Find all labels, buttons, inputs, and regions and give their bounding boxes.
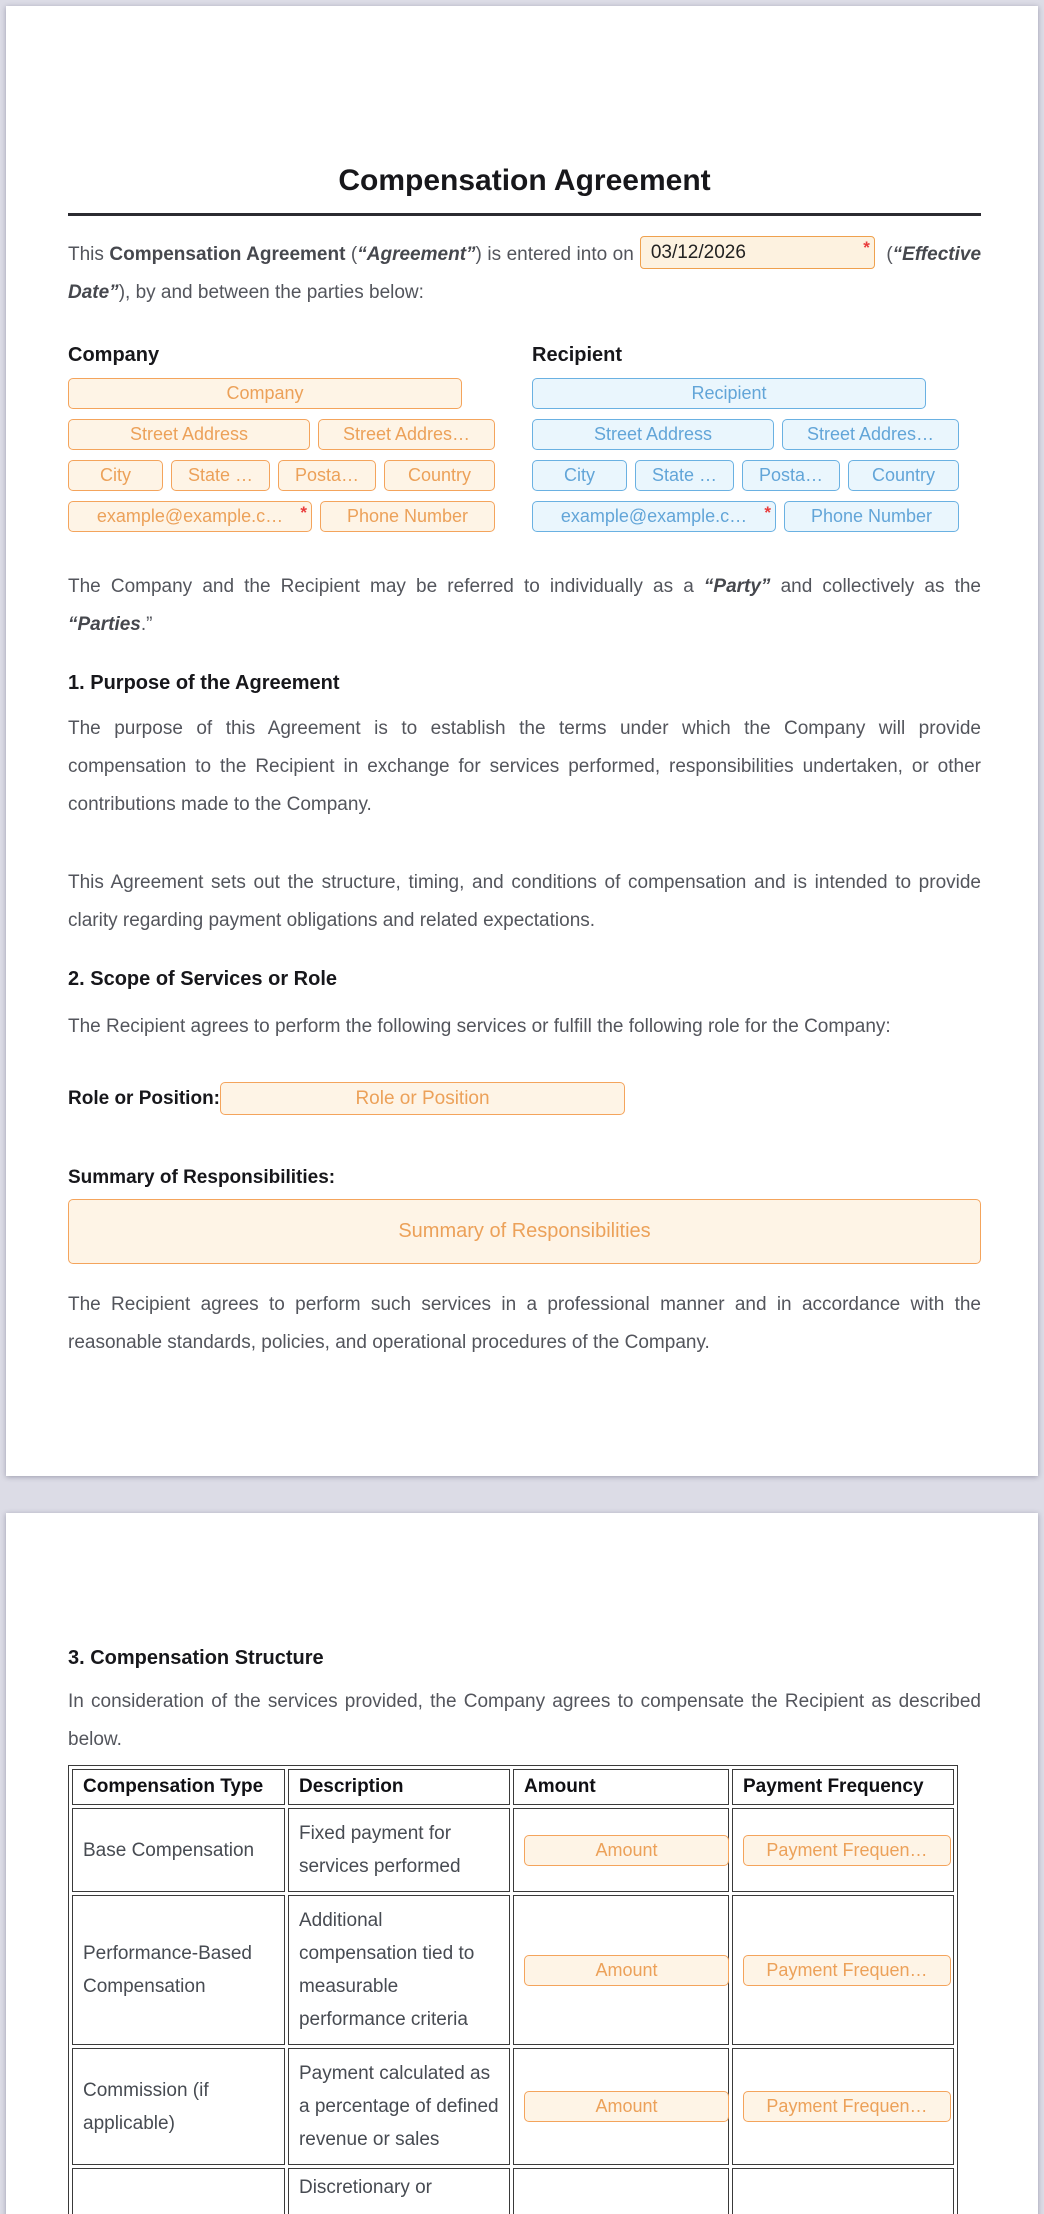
page-1 (6, 6, 1038, 1476)
description-cell: Additional compensation tied to measurable performance criteria (288, 1895, 510, 2045)
summary-placeholder: Summary of Responsibilities (398, 1220, 651, 1242)
col-header-payment-frequency: Payment Frequency (732, 1769, 954, 1805)
recipient-phone-input[interactable] (784, 501, 959, 532)
amount-cell (513, 1895, 729, 2045)
intro-text: ) is entered into on (475, 244, 634, 265)
payment-frequency-cell (732, 2168, 954, 2214)
intro-text: ( (345, 244, 358, 265)
intro-text: ( (880, 244, 893, 265)
company-street-address-input[interactable] (68, 419, 310, 450)
recipient-street-row (532, 419, 959, 450)
recipient-email-input[interactable] (532, 501, 776, 532)
section-3-paragraph-1: In consideration of the services provided, the Company agrees to compensate the Recipient as described below. (68, 1691, 981, 1750)
recipient-label: Recipient (532, 344, 623, 366)
amount-input[interactable] (524, 1955, 729, 1986)
intro-defined-term: “Effective Date” (68, 244, 982, 303)
amount-cell (513, 2168, 729, 2214)
amount-cell (513, 2048, 729, 2165)
party-note-text: .” (140, 614, 153, 635)
recipient-email-field (532, 501, 776, 532)
compensation-type-cell: Commission (if applicable) (72, 2048, 285, 2165)
role-or-position-input[interactable] (220, 1082, 625, 1115)
recipient-contact-row (532, 501, 959, 532)
intro-text: ), by and between the parties below: (118, 282, 424, 303)
required-asterisk: * (300, 503, 307, 522)
amount-input[interactable] (524, 2091, 729, 2122)
intro-text: This (68, 244, 110, 265)
section-2-paragraph-1: The Recipient agrees to perform the following services or fulfill the following role for the Company: (68, 1016, 891, 1037)
summary-of-responsibilities-field[interactable] (68, 1199, 981, 1264)
payment-frequency-input[interactable] (743, 2091, 951, 2122)
document-title: Compensation Agreement (338, 164, 711, 197)
company-email-field (68, 501, 312, 532)
company-city-row (68, 460, 495, 491)
recipient-city-row (532, 460, 959, 491)
table-row-partial (72, 2168, 954, 2214)
required-asterisk: * (764, 503, 771, 522)
section-3-heading: 3. Compensation Structure (68, 1647, 324, 1669)
compensation-type-cell: Base Compensation (72, 1808, 285, 1892)
payment-frequency-input[interactable] (743, 1835, 951, 1866)
company-email-input[interactable] (68, 501, 312, 532)
parties-term: “Parties (68, 614, 141, 635)
party-term: “Party” (703, 576, 771, 597)
company-phone-input[interactable] (320, 501, 495, 532)
company-state-input[interactable] (171, 460, 270, 491)
payment-frequency-cell (732, 1808, 954, 1892)
payment-frequency-cell (732, 1895, 954, 2045)
company-contact-row (68, 501, 495, 532)
effective-date-field (640, 236, 875, 269)
role-or-position-label: Role or Position: (68, 1087, 220, 1109)
company-country-input[interactable] (384, 460, 495, 491)
company-city-input[interactable] (68, 460, 163, 491)
company-label: Company (68, 344, 160, 366)
role-or-position-field (220, 1082, 625, 1115)
intro-paragraph (68, 236, 981, 312)
payment-frequency-cell (732, 2048, 954, 2165)
recipient-street-address2-input[interactable] (782, 419, 959, 450)
section-2-heading: 2. Scope of Services or Role (68, 968, 337, 990)
table-row-base-compensation (72, 1808, 954, 1892)
amount-cell (513, 1808, 729, 1892)
company-name-input[interactable] (68, 378, 462, 409)
section-1-paragraph-1: The purpose of this Agreement is to establish the terms under which the Company will provide compensation to the Recipient in exchange for services performed, responsibilities undertaken, or other contributions made to the Company. (68, 718, 981, 815)
col-header-description: Description (288, 1769, 510, 1805)
intro-bold-agreement: Compensation Agreement (109, 244, 346, 265)
table-row-performance-compensation (72, 1895, 954, 2045)
description-cell: Fixed payment for services performed (288, 1808, 510, 1892)
recipient-postal-input[interactable] (742, 460, 840, 491)
table-row-commission (72, 2048, 954, 2165)
party-note-text: and collectively as the (770, 576, 981, 597)
company-block (68, 342, 495, 532)
compensation-type-cell: Performance-Based Compensation (72, 1895, 285, 2045)
description-cell: Discretionary or (288, 2168, 510, 2214)
section-1-heading: 1. Purpose of the Agreement (68, 672, 340, 694)
payment-frequency-input[interactable] (743, 1955, 951, 1986)
page-2 (6, 1513, 1038, 2214)
recipient-street-address-input[interactable] (532, 419, 774, 450)
effective-date-input[interactable] (640, 236, 875, 269)
company-postal-input[interactable] (278, 460, 376, 491)
table-header-row (72, 1769, 954, 1805)
title-divider (68, 213, 981, 216)
col-header-amount: Amount (513, 1769, 729, 1805)
description-cell: Payment calculated as a percentage of defined revenue or sales (288, 2048, 510, 2165)
party-definition-paragraph (68, 568, 981, 644)
col-header-compensation-type: Compensation Type (72, 1769, 285, 1805)
company-name-row (68, 378, 495, 409)
section-2-paragraph-2: The Recipient agrees to perform such services in a professional manner and in accordance with the reasonable standards, policies, and operational procedures of the Company. (68, 1294, 981, 1353)
recipient-name-input[interactable] (532, 378, 926, 409)
recipient-state-input[interactable] (635, 460, 734, 491)
company-street-row (68, 419, 495, 450)
recipient-country-input[interactable] (848, 460, 959, 491)
summary-of-responsibilities-label: Summary of Responsibilities: (68, 1167, 336, 1188)
parties-section (68, 342, 981, 532)
section-1-paragraph-2: This Agreement sets out the structure, timing, and conditions of compensation and is intended to provide clarity regarding payment obligations and related expectations. (68, 872, 981, 931)
intro-defined-term: “Agreement” (357, 244, 476, 265)
compensation-table (68, 1765, 958, 2214)
recipient-name-row (532, 378, 959, 409)
recipient-block (532, 342, 959, 532)
recipient-city-input[interactable] (532, 460, 627, 491)
compensation-type-cell (72, 2168, 285, 2214)
company-street-address2-input[interactable] (318, 419, 495, 450)
party-note-text: The Company and the Recipient may be referred to individually as a (68, 576, 704, 597)
required-asterisk: * (863, 238, 870, 258)
amount-input[interactable] (524, 1835, 729, 1866)
role-or-position-row (68, 1082, 981, 1115)
